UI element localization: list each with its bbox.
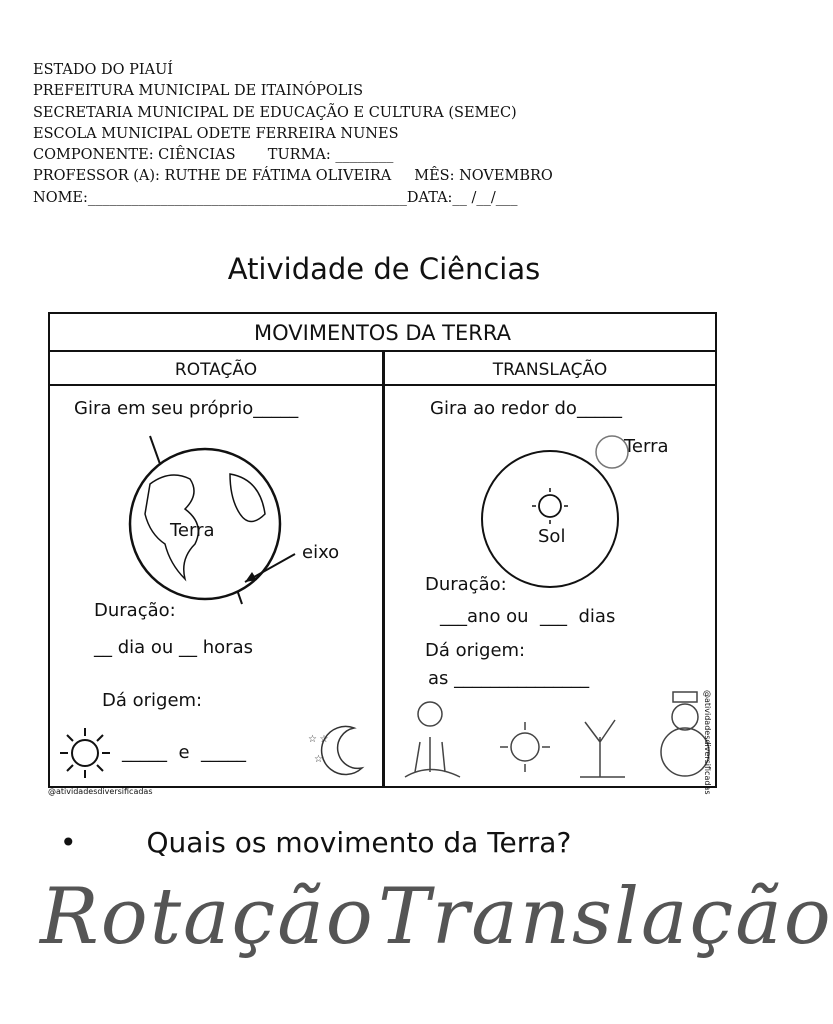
header-line: ESTADO DO PIAUÍ: [33, 62, 174, 78]
rotation-origin-label: Dá origem:: [102, 690, 203, 711]
sun-icon: [58, 726, 112, 780]
header-line: NOME:____________________________________________DATA:__ /__/___: [33, 189, 518, 206]
header-line: ESCOLA MUNICIPAL ODETE FERREIRA NUNES: [33, 125, 399, 142]
movements-table: [48, 312, 717, 788]
bullet: •: [60, 826, 77, 859]
axis-label: eixo: [302, 542, 340, 563]
tracing-word-rotacao: Rotação: [40, 872, 375, 962]
question: [60, 826, 571, 859]
rotation-heading: ROTAÇÃO: [50, 352, 382, 386]
moon-stars-icon: [304, 722, 370, 778]
translation-origin-fill: as _______________: [428, 668, 590, 689]
header-line: COMPONENTE: CIÊNCIAS TURMA: ________: [33, 147, 394, 164]
question-text: Quais os movimento da Terra?: [146, 826, 572, 859]
credit-bottom: @atividadesdiversificadas: [48, 787, 153, 796]
page-title: Atividade de Ciências: [227, 252, 541, 286]
rotation-duration-label: Duração:: [94, 600, 176, 621]
svg-text:☆: ☆: [314, 754, 323, 765]
translation-heading: TRANSLAÇÃO: [385, 352, 715, 386]
translation-question: Gira ao redor do_____: [430, 398, 622, 419]
orbit-earth-label: Terra: [624, 436, 669, 457]
credit-side: @atividadesdiversificadas: [703, 690, 712, 795]
header-line: SECRETARIA MUNICIPAL DE EDUCAÇÃO E CULTURA (SEMEC): [33, 104, 517, 121]
svg-text:☆ ☆: ☆ ☆: [308, 734, 329, 745]
rotation-duration-fill: __ dia ou __ horas: [94, 637, 253, 658]
translation-duration-label: Duração:: [425, 574, 507, 595]
sun-label: Sol: [538, 526, 566, 547]
column-divider: [382, 350, 385, 786]
rotation-origin-fill: _____ e _____: [122, 742, 246, 763]
header-line: PROFESSOR (A): RUTHE DE FÁTIMA OLIVEIRA MÊS: NOVEMBRO: [33, 168, 553, 185]
seasons-illustration: [400, 692, 710, 782]
translation-origin-label: Dá origem:: [425, 640, 526, 661]
earth-rotation-icon: [110, 434, 350, 614]
header-line: PREFEITURA MUNICIPAL DE ITAINÓPOLIS: [33, 83, 364, 100]
school-header: [33, 60, 553, 209]
rotation-question: Gira em seu próprio_____: [74, 398, 299, 419]
table-heading: MOVIMENTOS DA TERRA: [50, 314, 715, 352]
tracing-word-translacao: Translação: [378, 872, 833, 962]
earth-label: Terra: [170, 520, 215, 541]
translation-duration-fill: ___ano ou ___ dias: [440, 606, 616, 627]
sun-earth-orbit-icon: [470, 444, 650, 594]
